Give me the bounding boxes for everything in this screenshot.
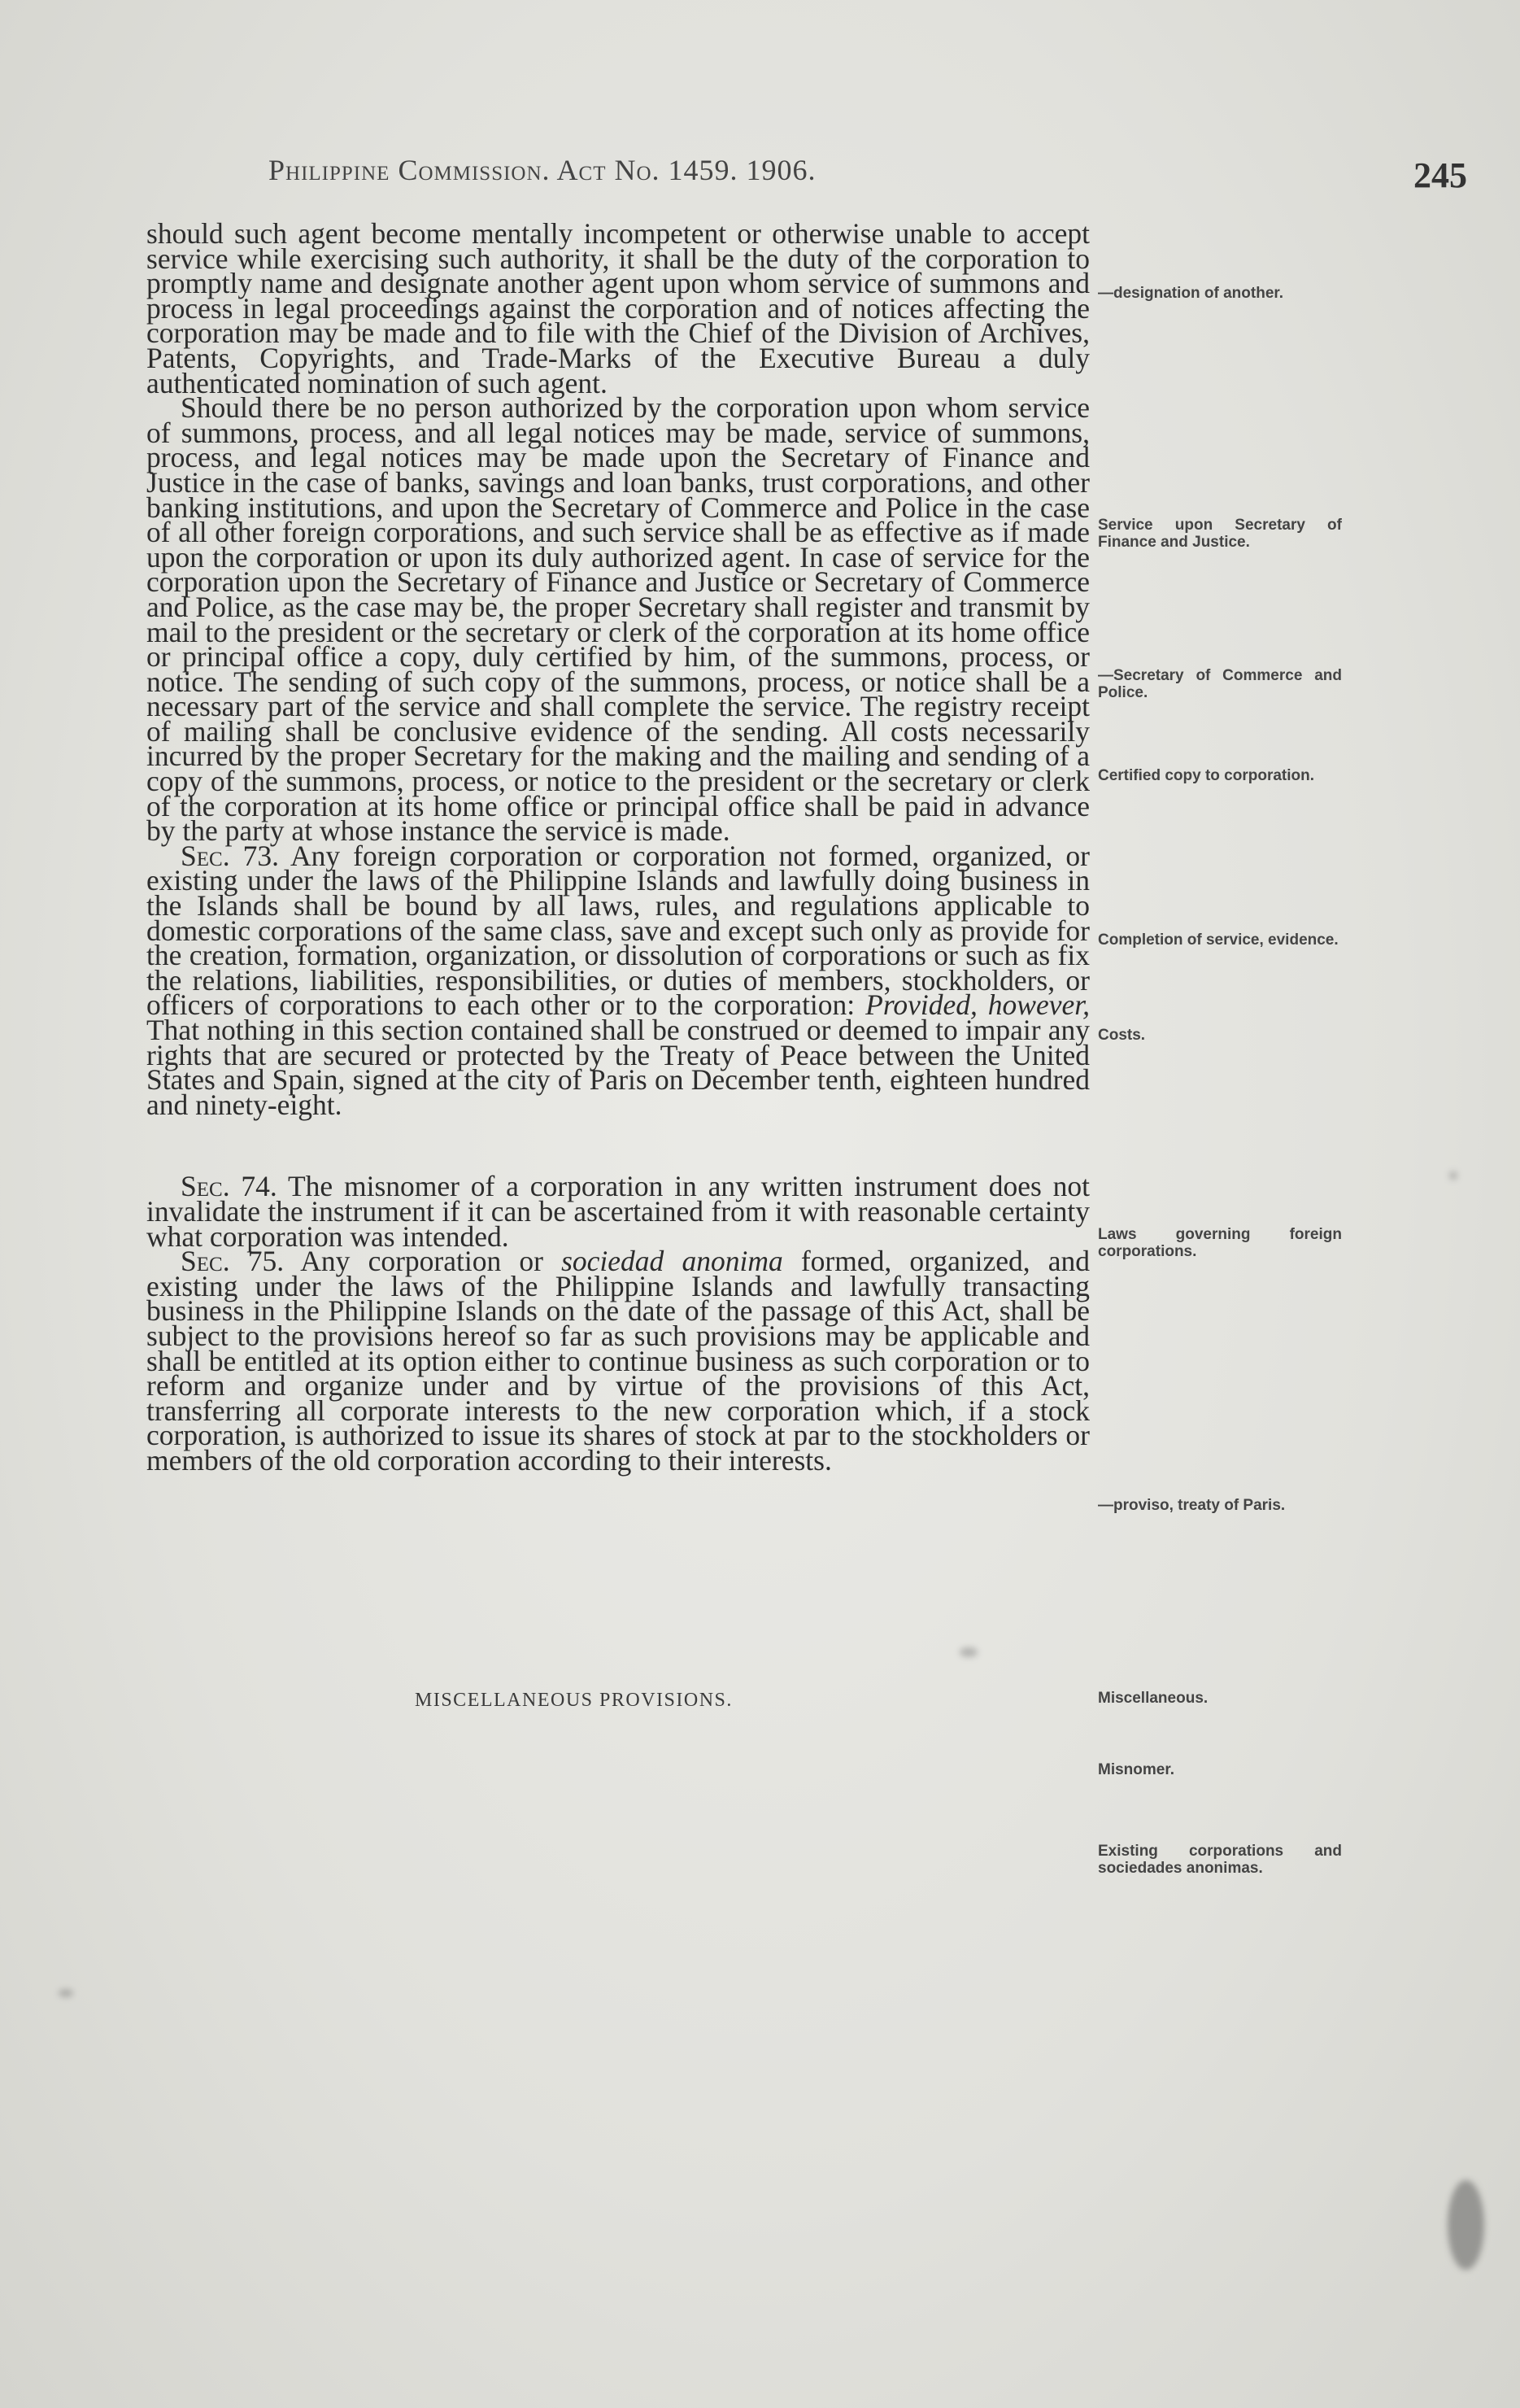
paragraph-1: should such agent become mentally incompetent or otherwise unable to accept service while exercising such authority, it shall be the duty of the corporation to promptly name and designate another agent upon whom service of summons and process in legal proceedings against the corporation and of notices affecting the corporation may be made and to file with the Chief of the Division of Archives, Patents, Copyrights, and Trade-Marks of the Executive Bureau a duly authenticated nomination of such agent. [146,217,1090,399]
margin-note-designation: —designation of another. [1098,285,1284,302]
section-73-label: Sec. 73. [181,839,279,872]
page-number: 245 [1413,155,1467,195]
margin-note-completion: Completion of service, evidence. [1098,931,1339,949]
margin-note-service-finance: Service upon Secretary of Finance and Justice. [1098,517,1342,551]
ink-smudge [960,1647,978,1657]
section-74-label: Sec. 74. [181,1170,277,1203]
margin-note-miscellaneous: Miscellaneous. [1098,1690,1209,1707]
margin-note-laws-foreign: Laws governing foreign corporations. [1098,1226,1342,1260]
paragraph-2: Should there be no person authorized by the corporation upon whom service of summons, process, and all legal notices may be made, service of summons, process, and legal notices may be made upon the Secretary of Finance and Justice in the case of banks, savings and loan banks, trust corporations, and other banking institutions, and upon the Secretary of Commerce and Police in the case of all other foreign corporations, and such service shall be as effective as if made upon the corporation or upon its duly authorized agent. In case of service for the corporation upon the Secretary of Finance and Justice or Secretary of Commerce and Police, as the case may be, the proper Secretary shall register and transmit by mail to the president or the secretary or clerk of the corporation at its home office or principal office a copy, duly certified by him, of the summons, process, or notice. The sending of such copy of the summons, process, or notice shall be a necessary part of the service and shall complete the service. The registry receipt of mailing shall be conclusive evidence of the sending. All costs necessarily incurred by the proper Secretary for the making and the mailing and sending of a copy of the summons, process, or notice to the president or the secretary or clerk of the corporation at its home office or principal office shall be paid in advance by the party at whose instance the service is made. [146,391,1090,848]
heading-spacer [146,1117,1090,1174]
margin-note-misnomer: Misnomer. [1098,1761,1174,1778]
body-text [146,217,1090,1477]
section-75-italic: sociedad anonima [561,1245,783,1278]
misc-provisions-heading: MISCELLANEOUS PROVISIONS. [415,1690,733,1711]
section-73-text-a: Any foreign corporation or corporation not formed, organized, or existing under the laws of the Philippine Islands and lawfully doing business in the Islands shall be bound by all laws, rules, and regulations applicable to domestic corporations of the same class, save and except such only as provide for the creation, formation, organization, or dissolution of corporations or such as fix the relations, liabilities, responsibilities, or duties of members, stockholders, or officers of corporations to each other or to the corporation: [146,839,1090,1022]
margin-note-commerce-police: —Secretary of Commerce and Police. [1098,667,1342,701]
section-75-label: Sec. 75. [181,1245,285,1278]
margin-note-proviso: —proviso, treaty of Paris. [1098,1497,1286,1514]
section-75-text-b: formed, organized, and existing under the laws of the Philippine Islands and lawfully transacting business in the Philippine Islands on the date of the passage of this Act, shall be subject to the provisions hereof so far as such provisions may be applicable and shall be entitled at its option either to continue business as such corporation or to reform and organize under and by virtue of the provisions of this Act, transferring all corporate interests to the new corporation which, if a stock corporation, is authorized to issue its shares of stock at par to the stockholders or members of the old corporation according to their interests. [146,1245,1090,1477]
ink-speck [1449,1171,1457,1180]
section-74 [146,1170,1090,1253]
ink-smudge [59,1989,73,1997]
running-head: Philippine Commission. Act No. 1459. 1906. [268,154,817,186]
margin-note-certified-copy: Certified copy to corporation. [1098,767,1315,784]
page-stain [1448,2180,1484,2270]
margin-note-existing-corporations: Existing corporations and sociedades anonimas. [1098,1843,1342,1877]
section-75-text-a: Any corporation or [300,1245,543,1278]
section-73-proviso: Provided, however, [865,988,1090,1022]
section-75 [146,1245,1090,1477]
section-74-text: The misnomer of a corporation in any written instrument does not invalidate the instrument if it can be ascertained from it with reasonable certainty what corporation was intended. [146,1170,1090,1253]
margin-note-costs: Costs. [1098,1027,1146,1044]
section-73 [146,839,1090,1121]
section-73-text-b: That nothing in this section contained shall be construed or deemed to impair any rights that are secured or protected by the Treaty of Peace between the United States and Spain, signed at the city of Paris on December tenth, eighteen hundred and ninety-eight. [146,1014,1090,1121]
